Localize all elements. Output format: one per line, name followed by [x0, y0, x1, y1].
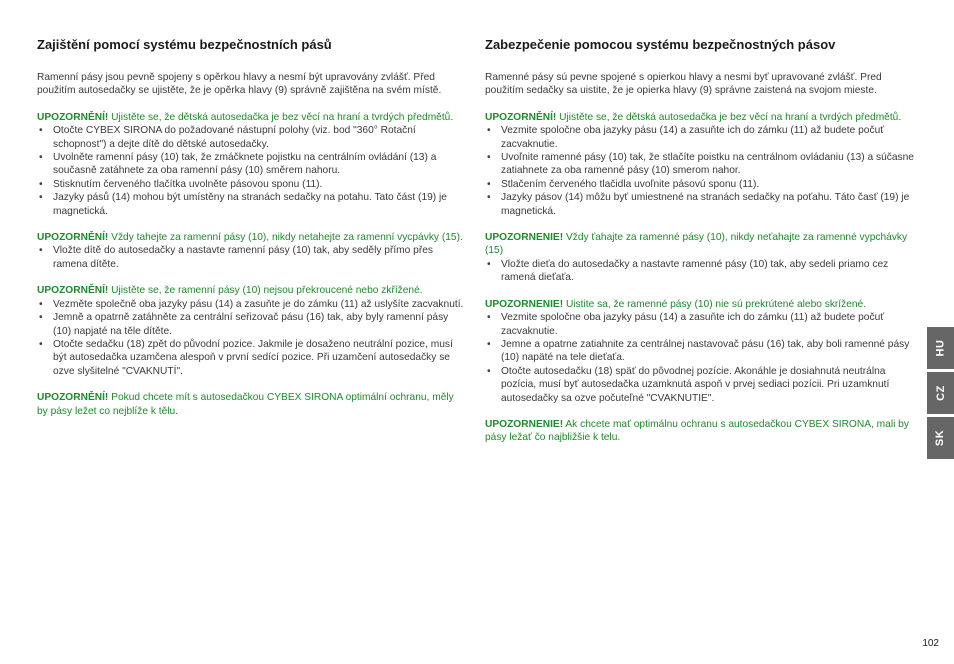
warning-1: [37, 111, 467, 124]
list-item: • Otočte sedačku (18) zpět do původní pozice. Jakmile je dosaženo neutrální pozice, musí být autosedačka uzamčena alespoň v první sedící pozice. Při uzamčení autosedačky se ozve slyšitelné "CVAKNUTÍ".: [37, 338, 467, 378]
warning-label: UPOZORNENIE!: [485, 418, 564, 430]
warning-3: [485, 298, 917, 311]
language-tab-hu[interactable]: HU: [927, 327, 954, 369]
list-item: • Jazyky pásov (14) môžu byť umiestnené na stranách sedačky na poťahu. Táto časť (19) je magnetická.: [485, 191, 917, 218]
warning-2: [485, 231, 917, 258]
list-item: • Vložte dieťa do autosedačky a nastavte ramenné pásy (10) tak, aby sedeli priamo cez ramená dieťaťa.: [485, 258, 917, 285]
list-item: • Vezmite spoločne oba jazyky pásu (14) a zasuňte ich do zámku (11) až budete počuť zacvaknutie.: [485, 311, 917, 338]
warning-label: UPOZORNENIE!: [485, 298, 564, 310]
page-number: 102: [922, 638, 939, 649]
section-title: Zajištění pomocí systému bezpečnostních pásů: [37, 37, 332, 52]
list-item: • Stlačením červeného tlačidla uvoľnite pásovú sponu (11).: [485, 178, 917, 191]
warning-text: Ujistěte se, že ramenní pásy (10) nejsou překroucené nebo zkřížené.: [108, 285, 423, 297]
list-item: • Vezměte společně oba jazyky pásu (14) a zasuňte je do zámku (11) až uslyšíte zacvaknutí.: [37, 298, 467, 311]
language-tab-sk[interactable]: SK: [927, 417, 954, 459]
list-item: • Jemne a opatrne zatiahnite za centrálnej nastavovač pásu (16) tak, aby boli ramenné pásy (10) napäté na tele dieťaťa.: [485, 338, 917, 365]
list-item: • Jazyky pásů (14) mohou být umístěny na stranách sedačky na potahu. Tato část (19) je magnetická.: [37, 191, 467, 218]
list-item: • Otočte autosedačku (18) späť do pôvodnej pozície. Akonáhle je dosiahnutá neutrálna pozícia, musí byť autosedačka uzamknutá aspoň v prvej sediaci pozícii. Pri uzamknutí autosedačky sa ozve počuteľné "CVAKNUTIE".: [485, 365, 917, 405]
warning-text: Uistite sa, že ramenné pásy (10) nie sú prekrútené alebo skrížené.: [563, 298, 867, 310]
steps-list-3: [37, 298, 467, 378]
section-title: Zabezpečenie pomocou systému bezpečnostných pásov: [485, 37, 836, 52]
language-tab-cz[interactable]: CZ: [927, 372, 954, 414]
warning-text: Vždy ťahajte za ramenné pásy (10), nikdy neťahajte za ramenné vypchávky (15): [485, 232, 908, 257]
warning-text: Ujistěte se, že dětská autosedačka je bez věcí na hraní a tvrdých předmětů.: [108, 111, 454, 123]
list-item: • Vložte dítě do autosedačky a nastavte ramenní pásy (10) tak, aby seděly přímo přes ramena dítěte.: [37, 244, 467, 271]
list-item: • Jemně a opatrně zatáhněte za centrální seřizovač pásu (16) tak, aby byly ramenní pásy (10) napjaté na těle dítěte.: [37, 311, 467, 338]
left-column-czech: [37, 37, 467, 418]
list-item: • Vezmite spoločne oba jazyky pásu (14) a zasuňte ich do zámku (11) až budete počuť zacvaknutie.: [485, 124, 917, 151]
list-item: • Otočte CYBEX SIRONA do požadované nástupní polohy (viz. bod "360° Rotační schopnost") a dejte dítě do dětské autosedačky.: [37, 124, 467, 151]
warning-label: UPOZORNĚNÍ!: [37, 285, 109, 297]
list-item: • Stisknutím červeného tlačítka uvolněte pásovou sponu (11).: [37, 178, 467, 191]
language-tabs: [927, 327, 954, 462]
warning-text: Ujistěte se, že dětská autosedačka je bez věcí na hraní a tvrdých předmětů.: [556, 111, 902, 123]
warning-label: UPOZORNĚNÍ!: [37, 392, 109, 404]
right-column-slovak: [485, 37, 917, 445]
warning-1: [485, 111, 917, 124]
list-item: • Uvolněte ramenní pásy (10) tak, že zmáčknete pojistku na centrálním ovládání (13) a současně zatáhnete za oba ramenní pásy (10) směrem nahoru.: [37, 151, 467, 178]
warning-label: UPOZORNENIE!: [485, 232, 564, 244]
intro-paragraph: Ramenné pásy sú pevne spojené s opierkou hlavy a nesmi byť upravované zvlášť. Pred použitím sedačky sa uistite, že je opierka hlavy (9) správne zaistená na svojom mieste.: [485, 72, 882, 97]
warning-label: UPOZORNĚNÍ!: [485, 111, 557, 123]
warning-4: [485, 418, 917, 445]
warning-label: UPOZORNĚNÍ!: [37, 232, 109, 244]
warning-text: Ak chcete mať optimálnu ochranu s autosedačkou CYBEX SIRONA, mali by pásy ležať čo najbližšie k telu.: [485, 418, 909, 444]
steps-list-2: [37, 244, 467, 271]
steps-list-1: [37, 124, 467, 218]
steps-list-2: [485, 258, 917, 285]
intro-paragraph: Ramenní pásy jsou pevně spojeny s opěrkou hlavy a nesmí být upravovány zvlášť. Před použitím autosedačky se ujistěte, že je opěrka hlavy (9) správně zajištěna na svém místě.: [37, 72, 442, 97]
warning-4: [37, 391, 467, 418]
list-item: • Uvoľnite ramenné pásy (10) tak, že stlačíte poistku na centrálnom ovládaniu (13) a súčasne zatiahnete za oba ramenné pásy (10) smerom nahor.: [485, 151, 917, 178]
steps-list-1: [485, 124, 917, 218]
warning-2: [37, 231, 467, 244]
warning-label: UPOZORNĚNÍ!: [37, 111, 109, 123]
warning-3: [37, 284, 467, 297]
warning-text: Vždy tahejte za ramenní pásy (10), nikdy netahejte za ramenní vycpávky (15).: [108, 232, 463, 244]
steps-list-3: [485, 311, 917, 405]
warning-text: Pokud chcete mít s autosedačkou CYBEX SIRONA optimální ochranu, měly by pásy ležet co nejblíže k tělu.: [37, 392, 454, 417]
